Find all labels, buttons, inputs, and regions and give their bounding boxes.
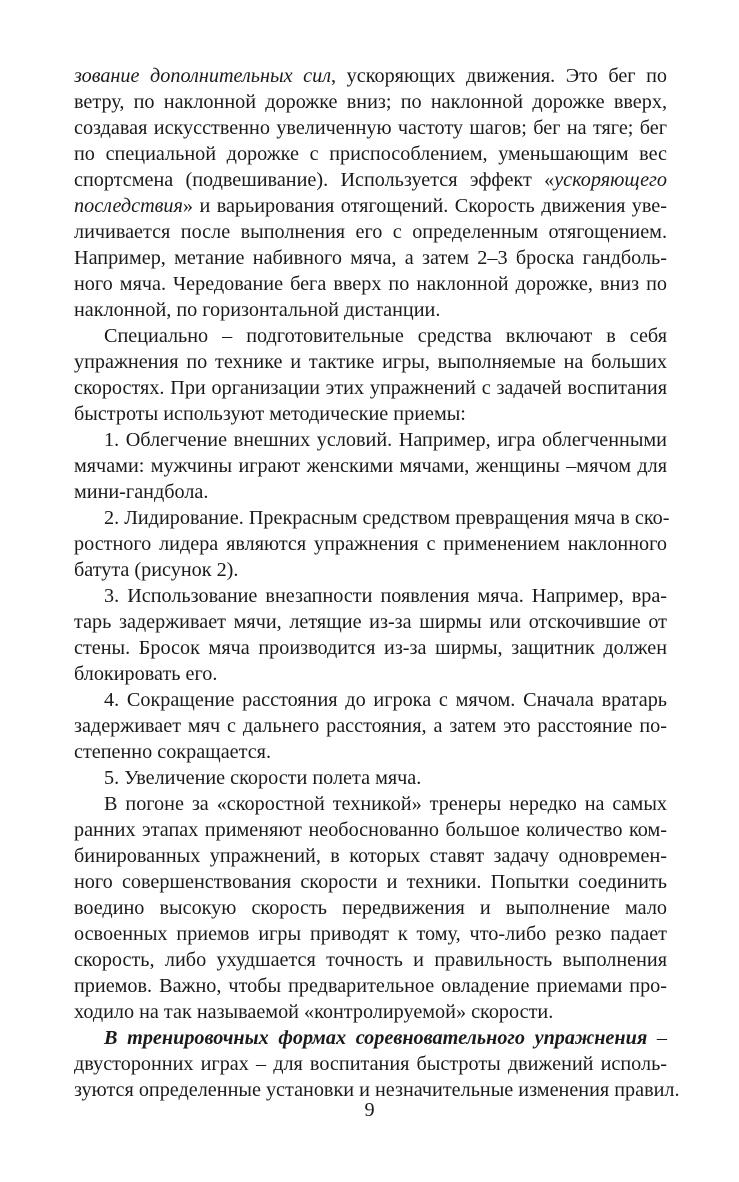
text-run: ного мяча. Чередование бега вверх по наклонной дорожке, вниз по	[74, 273, 667, 295]
text-line	[74, 401, 667, 427]
text-run: » и варьирования отягощений. Скорость движения уве-	[182, 195, 667, 217]
text-line	[74, 739, 667, 765]
text-run: приемов. Важно, чтобы предварительное овладение приемами про-	[74, 975, 667, 997]
text-run: ного совершенствования скорости и техники. Попытки соединить	[74, 871, 667, 893]
text-line	[74, 973, 667, 999]
page-number: 9	[364, 1099, 375, 1121]
text-line	[104, 765, 667, 791]
text-line	[74, 713, 667, 739]
text-line	[74, 609, 667, 635]
text-line	[74, 817, 667, 843]
text-line	[74, 193, 667, 219]
text-line	[74, 453, 667, 479]
text-line	[104, 583, 667, 609]
text-line	[74, 297, 667, 323]
text-line	[74, 843, 667, 869]
text-run: мини-гандбола.	[74, 481, 209, 503]
text-line	[74, 921, 667, 947]
text-line	[74, 557, 667, 583]
text-line	[74, 531, 667, 557]
text-run: блокировать его.	[74, 663, 218, 685]
text-run: зуются определенные установки и незначительные изменения правил.	[74, 1079, 680, 1101]
text-line	[74, 479, 667, 505]
text-run: спортсмена (подвешивание). Используется эффект «	[74, 169, 555, 191]
text-line	[74, 89, 667, 115]
text-run: В погоне за «скоростной техникой» тренеры нередко на самых	[104, 793, 667, 815]
text-run: тарь задерживает мячи, летящие из-за ширмы или отскочившие от	[74, 611, 667, 633]
text-line	[74, 63, 667, 89]
text-run: скорость, либо ухудшается точность и правильность выполнения	[74, 949, 667, 971]
text-run: создавая искусственно увеличенную частоту шагов; бег на тяге; бег	[74, 117, 667, 139]
text-line	[74, 141, 667, 167]
text-run: двусторонних играх – для воспитания быстроты движений исполь-	[74, 1053, 667, 1075]
text-run: быстроты используют методические приемы:	[74, 403, 466, 425]
text-line	[104, 791, 667, 817]
text-run: ходило на так называемой «контролируемой» скорости.	[74, 1001, 554, 1023]
text-line	[74, 999, 667, 1025]
text-line	[74, 245, 667, 271]
text-run: последствия	[74, 195, 183, 217]
text-run: бинированных упражнений, в которых ставят задачу одновремен-	[74, 845, 667, 867]
text-line	[74, 167, 667, 193]
text-run: , ускоряющих движения. Это бег по	[331, 65, 668, 87]
text-run: скоростях. При организации этих упражнений с задачей воспитания	[74, 377, 667, 399]
text-run: упражнения по технике и тактике игры, выполняемые на больших	[74, 351, 667, 373]
text-run: стены. Бросок мяча производится из-за ширмы, защитник должен	[74, 637, 667, 659]
text-line	[74, 1051, 667, 1077]
text-run: Например, метание набивного мяча, а затем 2–3 броска гандболь-	[74, 247, 667, 269]
text-line	[104, 687, 667, 713]
text-run: освоенных приемов игры приводят к тому, что-либо резко падает	[74, 923, 667, 945]
text-run: зование дополнительных сил	[74, 65, 332, 87]
text-line	[74, 661, 667, 687]
text-run: 2. Лидирование. Прекрасным средством превращения мяча в ско-	[104, 507, 670, 529]
text-run: ростного лидера являются упражнения с применением наклонного	[74, 533, 667, 555]
text-run: ветру, по наклонной дорожке вниз; по наклонной дорожке вверх,	[74, 91, 667, 113]
text-run: 1. Облегчение внешних условий. Например, игра облегченными	[104, 429, 667, 451]
text-run: 5. Увеличение скорости полета мяча.	[104, 767, 422, 789]
text-line	[74, 115, 667, 141]
text-line	[74, 869, 667, 895]
text-run: 4. Сокращение расстояния до игрока с мячом. Сначала вратарь	[104, 689, 667, 711]
text-run: наклонной, по горизонтальной дистанции.	[74, 299, 441, 321]
text-line	[104, 1025, 667, 1051]
text-run: батута (рисунок 2).	[74, 559, 239, 581]
text-run: ускоряющего	[554, 169, 667, 191]
text-run: степенно сокращается.	[74, 741, 271, 763]
text-run: по специальной дорожке с приспособлением, уменьшающим вес	[74, 143, 667, 165]
text-run: задерживает мяч с дальнего расстояния, а затем это расстояние по-	[74, 715, 667, 737]
text-line	[74, 219, 667, 245]
text-line	[104, 505, 670, 531]
text-run: 3. Использование внезапности появления мяча. Например, вра-	[104, 585, 667, 607]
text-line	[74, 635, 667, 661]
text-run: Специально – подготовительные средства включают в себя	[104, 325, 667, 347]
text-run: мячами: мужчины играют женскими мячами, женщины –мячом для	[74, 455, 667, 477]
text-run: воедино высокую скорость передвижения и выполнение мало	[74, 897, 667, 919]
text-run: –	[647, 1027, 667, 1049]
text-line	[74, 375, 667, 401]
text-run: В тренировочных формах соревновательного упражнения	[104, 1027, 648, 1049]
text-run: ранних этапах применяют необоснованно большое количество ком-	[74, 819, 667, 841]
text-line	[104, 427, 667, 453]
text-line	[104, 323, 667, 349]
text-line	[74, 895, 667, 921]
text-line	[74, 349, 667, 375]
text-line	[74, 271, 667, 297]
text-run: личивается после выполнения его с определенным отягощением.	[74, 221, 667, 243]
text-line	[74, 947, 667, 973]
